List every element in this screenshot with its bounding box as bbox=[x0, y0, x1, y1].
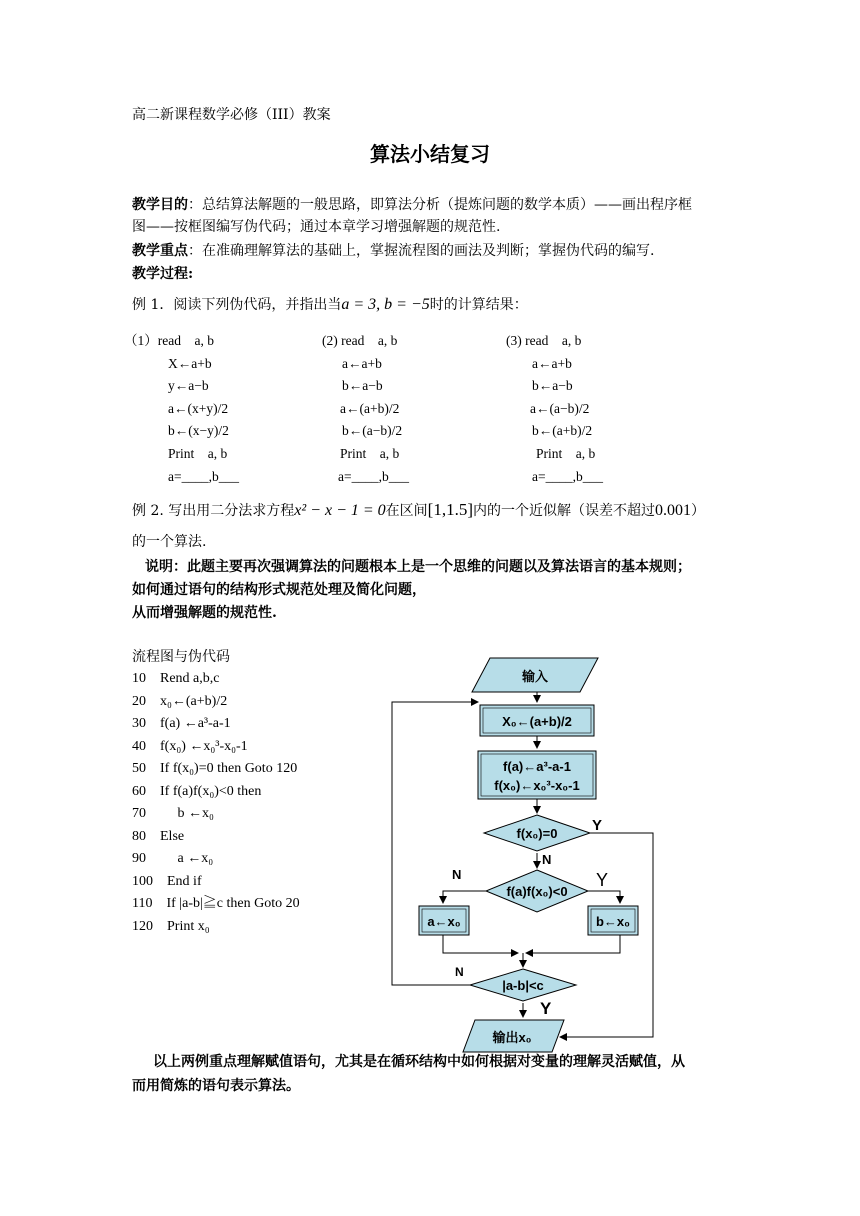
document-header: 高二新课程数学必修（III）教案 bbox=[132, 107, 331, 123]
example-2-line-2: 的一个算法. bbox=[132, 534, 207, 550]
pseudo-line: 10 Rend a,b,c bbox=[132, 671, 220, 686]
flowchart bbox=[380, 650, 680, 1055]
decision-tolerance-label: |a-b|<c bbox=[502, 978, 544, 993]
example-1-condition: a = 3, b = −5 bbox=[341, 296, 430, 313]
code-line: a←(a+b)/2 bbox=[340, 400, 400, 416]
assign-a-label: a←x₀ bbox=[427, 914, 461, 929]
code-line: a←a+b bbox=[532, 355, 572, 371]
note-line-3: 从而增强解题的规范性. bbox=[132, 605, 277, 621]
decision2-no-label: N bbox=[452, 867, 462, 882]
code-line: a=____,b___ bbox=[338, 468, 409, 484]
pseudo-line: 50 If f(x₀)=0 then Goto 120 bbox=[132, 761, 298, 776]
pseudo-line: 120 Print x₀ bbox=[132, 918, 210, 934]
code-line: b←(x−y)/2 bbox=[168, 423, 229, 439]
note-line-2: 如何通过语句的结构形式规范处理及简化问题， bbox=[132, 582, 426, 598]
pseudo-code bbox=[132, 668, 300, 938]
note-line-1: 说明：此题主要再次强调算法的问题根本上是一个思维的问题以及算法语言的基本规则； bbox=[145, 559, 691, 575]
code-line: Print a, b bbox=[168, 445, 228, 461]
focus-text: ：在准确理解算法的基础上，掌握流程图的画法及判断；掌握伪代码的编写. bbox=[188, 243, 655, 259]
focus-label: 教学重点 bbox=[132, 243, 188, 259]
example-1-prompt bbox=[132, 295, 528, 315]
decision1-yes-label: Y bbox=[592, 817, 603, 834]
example-2-prompt bbox=[132, 500, 705, 521]
assign-x0-label: X₀←(a+b)/2 bbox=[502, 714, 572, 729]
decision-fx0-zero-label: f(x₀)=0 bbox=[516, 826, 558, 841]
example-2-mid2: 内的一个近似解（误差不超过 bbox=[472, 503, 655, 519]
pseudo-line: 20 x₀←(a+b)/2 bbox=[132, 693, 228, 709]
pseudo-line: 30 f(a) ←a³-a-1 bbox=[132, 716, 231, 731]
code-line: Print a, b bbox=[340, 445, 400, 461]
code-block-3 bbox=[506, 330, 603, 488]
example-2-equation: x² − x − 1 = 0 bbox=[294, 502, 386, 519]
summary-line-2: 而用简炼的语句表示算法。 bbox=[132, 1078, 300, 1094]
code-line: Print a, b bbox=[536, 445, 596, 461]
output-label: 输出x₀ bbox=[492, 1030, 532, 1045]
pseudo-line: 80 Else bbox=[132, 828, 185, 844]
example-2-tolerance: 0.001 bbox=[654, 502, 691, 519]
objective-text: ：总结算法解题的一般思路，即算法分析（提炼问题的数学本质）——画出程序框 bbox=[188, 197, 692, 213]
decision2-yes-label: Y bbox=[596, 870, 609, 890]
input-label: 输入 bbox=[521, 669, 549, 684]
decision1-no-label: N bbox=[542, 852, 552, 867]
example-1-suffix: 时的计算结果： bbox=[429, 297, 528, 313]
objective-label: 教学目的 bbox=[132, 197, 188, 213]
assign-b-label: b←x₀ bbox=[595, 914, 631, 929]
page-title: 算法小结复习 bbox=[370, 142, 490, 166]
example-2-interval: [1,1.5] bbox=[427, 500, 473, 519]
example-2-prefix: 例 2. 写出用二分法求方程 bbox=[132, 503, 295, 519]
pseudo-line: 110 If |a-b|≧c then Goto 20 bbox=[132, 896, 300, 911]
code-line: （1）read a, b bbox=[124, 333, 214, 348]
code-line: a←(a−b)/2 bbox=[530, 400, 590, 416]
code-line: a=____,b___ bbox=[532, 468, 603, 484]
example-1-prefix: 例 1．阅读下列伪代码，并指出当 bbox=[132, 297, 342, 313]
decision3-no-label: N bbox=[455, 965, 464, 979]
code-line: b←(a+b)/2 bbox=[532, 423, 593, 439]
example-2-mid: 在区间 bbox=[385, 503, 428, 519]
pseudo-heading: 流程图与伪代码 bbox=[132, 649, 230, 665]
code-line: b←a−b bbox=[532, 378, 573, 394]
code-line: a←a+b bbox=[342, 355, 382, 371]
example-2-end: ） bbox=[690, 503, 705, 519]
focus-line bbox=[132, 241, 654, 261]
process-label: 教学过程: bbox=[132, 266, 194, 282]
code-line: a←(x+y)/2 bbox=[168, 400, 229, 416]
decision3-yes-label: Y bbox=[540, 999, 552, 1018]
code-block-1 bbox=[124, 330, 239, 488]
fx0-label: f(x₀)←x₀³-x₀-1 bbox=[494, 778, 580, 793]
code-line: (2) read a, b bbox=[322, 333, 398, 348]
code-line: y←a−b bbox=[168, 378, 209, 394]
objective-line-1 bbox=[132, 195, 692, 215]
pseudo-line: 40 f(x₀) ←x₀³-x₀-1 bbox=[132, 738, 248, 754]
objective-line-2: 图——按框图编写伪代码；通过本章学习增强解题的规范性. bbox=[132, 219, 501, 235]
decision-sign-check-label: f(a)f(x₀)<0 bbox=[506, 884, 568, 899]
code-line: a=____,b___ bbox=[168, 468, 239, 484]
fa-label: f(a)←a³-a-1 bbox=[503, 759, 571, 774]
summary-line-1: 以上两例重点理解赋值语句，尤其是在循环结构中如何根据对变量的理解灵活赋值，从 bbox=[153, 1054, 685, 1070]
pseudo-line: 70 b ←x₀ bbox=[132, 806, 214, 821]
code-line: X←a+b bbox=[168, 355, 212, 371]
pseudo-line: 100 End if bbox=[132, 873, 202, 889]
code-line: (3) read a, b bbox=[506, 333, 582, 348]
code-block-2 bbox=[322, 330, 409, 488]
pseudo-line: 60 If f(a)f(x₀)<0 then bbox=[132, 783, 262, 799]
code-line: b←a−b bbox=[342, 378, 383, 394]
pseudo-line: 90 a ←x₀ bbox=[132, 851, 214, 866]
code-line: b←(a−b)/2 bbox=[342, 423, 403, 439]
